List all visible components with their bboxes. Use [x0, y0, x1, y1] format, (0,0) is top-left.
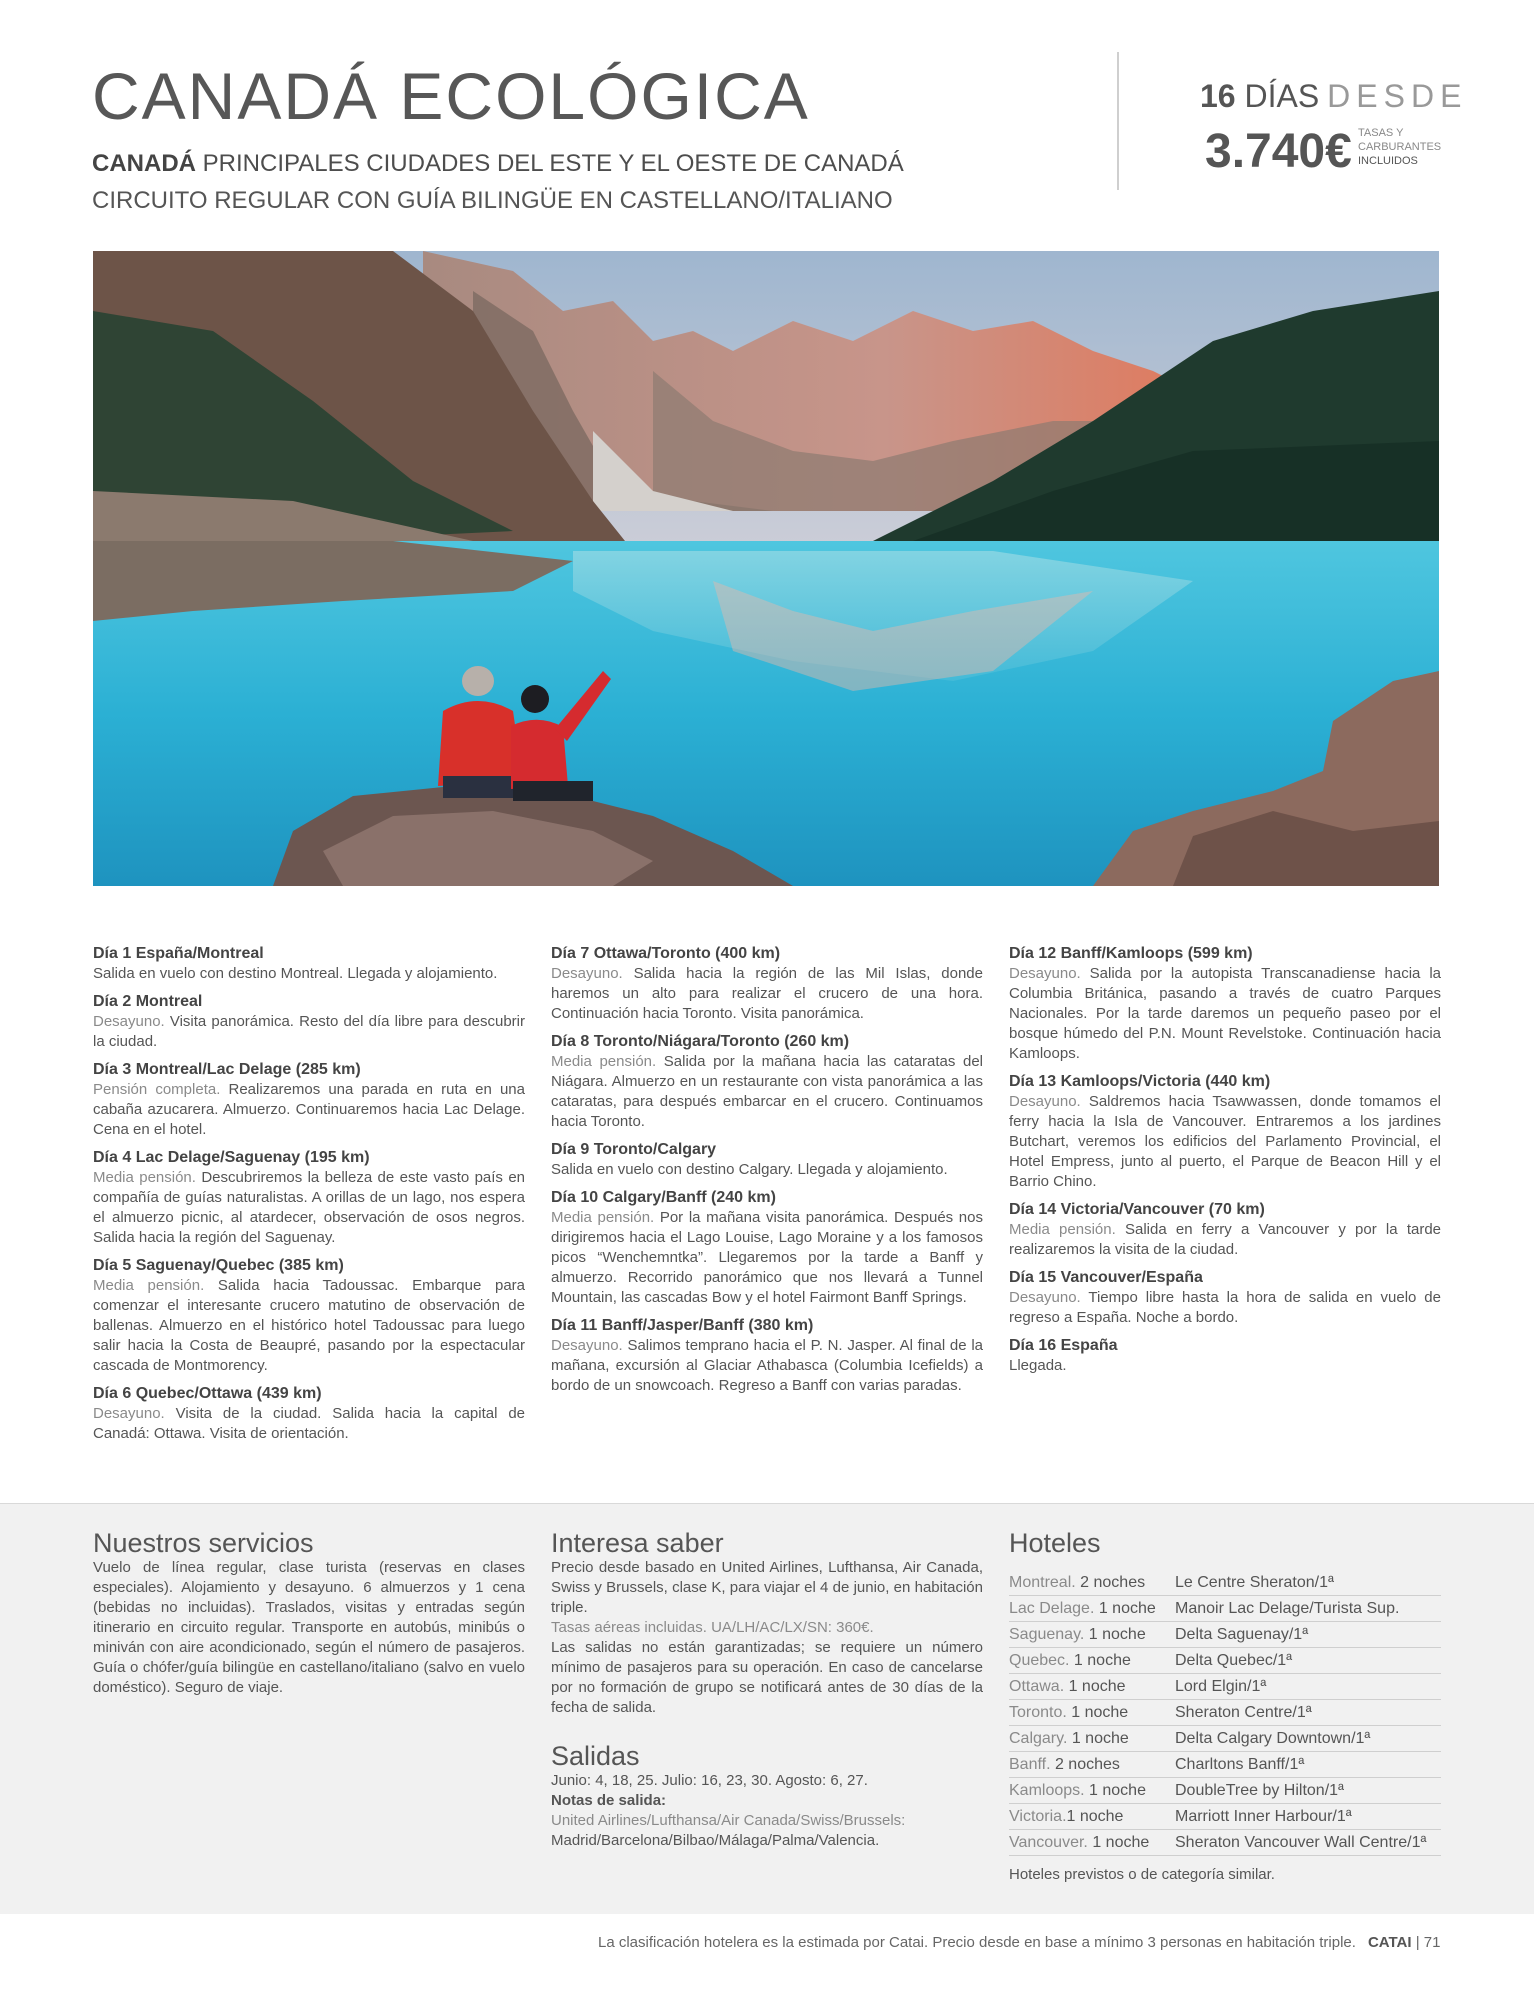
services-section — [93, 1528, 525, 1698]
meal-plan: Pensión completa. — [93, 1081, 221, 1098]
hotel-name: Delta Calgary Downtown/1ª — [1175, 1726, 1441, 1752]
hotel-city — [1009, 1778, 1175, 1804]
day-text: Salida por la autopista Transcanadiense hacia la Columbia Británica, pasando a través de cuatro Parques Nacionales. Por la tarde daremos un pequeño paseo por el bosque húmedo del P.N. Mount Revelstoke. Continuación hacia Kamloops. — [1009, 965, 1441, 1062]
day-description — [93, 1080, 525, 1140]
hotel-row — [1009, 1570, 1441, 1596]
day-description — [1009, 1356, 1441, 1376]
itinerary-day — [551, 1316, 983, 1396]
nights: 1 noche — [1067, 1730, 1129, 1747]
hotel-row — [1009, 1648, 1441, 1674]
nights: 2 noches — [1075, 1574, 1146, 1591]
hotels-table — [1009, 1570, 1441, 1856]
day-text: Salida en vuelo con destino Calgary. Llegada y alojamiento. — [551, 1161, 948, 1178]
day-text: Por la mañana visita panorámica. Después nos dirigiremos hacia el Lago Louise, Lago Moraine y a los famosos picos “Wenchemntka”. Llegaremos por la tarde a Banff y almuerzo. Recorrido panorámico que nos llevará a Tunnel Mountain, las cascadas Bow y el hotel Fairmont Banff Springs. — [551, 1209, 983, 1306]
day-description — [551, 964, 983, 1024]
hotel-name: Charltons Banff/1ª — [1175, 1752, 1441, 1778]
info-text: Precio desde basado en United Airlines, Lufthansa, Air Canada, Swiss y Brussels, clase K, para viajar el 4 de junio, en habitación triple. — [551, 1559, 983, 1616]
city-name: Kamloops. — [1009, 1782, 1085, 1799]
subtitle-circuit: CIRCUITO REGULAR CON GUÍA BILINGÜE EN CASTELLANO/ITALIANO — [92, 187, 893, 214]
hotel-city — [1009, 1674, 1175, 1700]
hotel-row — [1009, 1778, 1441, 1804]
itinerary-day — [93, 1256, 525, 1376]
hotel-city — [1009, 1700, 1175, 1726]
city-name: Banff. — [1009, 1756, 1051, 1773]
meal-plan: Desayuno. — [93, 1013, 165, 1030]
footer — [598, 1934, 1440, 1951]
hotel-name: Sheraton Vancouver Wall Centre/1ª — [1175, 1830, 1441, 1856]
day-description — [551, 1336, 983, 1396]
itinerary-day — [93, 992, 525, 1052]
info-text-2: Las salidas no están garantizadas; se requiere un número mínimo de pasajeros para su operación. En caso de cancelarse por no formación de grupo se notificará antes de 30 días de la fecha de salida. — [551, 1639, 983, 1716]
day-description — [1009, 1288, 1441, 1328]
info-title: Interesa saber — [551, 1528, 724, 1558]
day-description — [551, 1052, 983, 1132]
day-title: Día 3 Montreal/Lac Delage (285 km) — [93, 1061, 361, 1078]
day-text: Descubriremos la belleza de este vasto país en compañía de guías naturalistas. A orillas de un lago, nos espera el almuerzo picnic, al atardecer, observación de osos negros. Salida hacia la región del Saguenay. — [93, 1169, 525, 1246]
hotel-city — [1009, 1726, 1175, 1752]
header-divider — [1117, 52, 1119, 190]
hotel-city — [1009, 1804, 1175, 1830]
day-title: Día 2 Montreal — [93, 993, 203, 1010]
meal-plan: Media pensión. — [93, 1277, 205, 1294]
nights: 1 noche — [1084, 1782, 1146, 1799]
info-section — [551, 1528, 983, 1718]
day-title: Día 7 Ottawa/Toronto (400 km) — [551, 945, 781, 962]
day-title: Día 10 Calgary/Banff (240 km) — [551, 1189, 776, 1206]
desde-label: DESDE — [1327, 78, 1468, 114]
hotel-city — [1009, 1648, 1175, 1674]
day-title: Día 1 España/Montreal — [93, 945, 264, 962]
hotel-row — [1009, 1830, 1441, 1856]
itinerary-day — [93, 944, 525, 984]
day-title: Día 6 Quebec/Ottawa (439 km) — [93, 1385, 322, 1402]
hotel-city — [1009, 1622, 1175, 1648]
day-description — [93, 964, 525, 984]
hotel-row — [1009, 1804, 1441, 1830]
itinerary-day — [551, 1140, 983, 1180]
price: 3.740€ — [1205, 125, 1352, 178]
nights: 1 noche — [1066, 1704, 1129, 1721]
city-name: Vancouver. — [1009, 1834, 1088, 1851]
nights: 1 noche — [1087, 1834, 1150, 1851]
day-text: Salida en ferry a Vancouver y por la tarde realizaremos la visita de la ciudad. — [1009, 1221, 1442, 1258]
hotels-note: Hoteles previstos o de categoría similar. — [1009, 1866, 1275, 1883]
services-title: Nuestros servicios — [93, 1528, 314, 1558]
day-text: Salida por la mañana hacia las cataratas del Niágara. Almuerzo en un restaurante con vista panorámica a las cataratas, para después embarcar en el crucero. Continuamos hacia Toronto. — [551, 1053, 983, 1130]
hotel-name: Manoir Lac Delage/Turista Sup. — [1175, 1596, 1441, 1622]
city-name: Toronto. — [1009, 1704, 1067, 1721]
itinerary-day — [1009, 1072, 1441, 1192]
departures-dates: Junio: 4, 18, 25. Julio: 16, 23, 30. Agosto: 6, 27. — [551, 1772, 868, 1789]
itinerary-day — [551, 1032, 983, 1132]
hotels-section — [1009, 1528, 1441, 1883]
day-text: Realizaremos una parada en ruta en una cabaña azucarera. Almuerzo. Continuaremos hacia Lac Delage. Cena en el hotel. — [93, 1081, 525, 1138]
itinerary-day — [93, 1060, 525, 1140]
days-number: 16 — [1200, 78, 1236, 114]
info-taxes: Tasas aéreas incluidas. UA/LH/AC/LX/SN: 360€. — [551, 1619, 874, 1636]
day-description — [93, 1012, 525, 1052]
departures-cities: Madrid/Barcelona/Bilbao/Málaga/Palma/Valencia. — [551, 1832, 880, 1849]
page-number: | 71 — [1415, 1934, 1441, 1951]
departures-notes-title: Notas de salida: — [551, 1792, 667, 1809]
city-name: Saguenay. — [1009, 1626, 1085, 1643]
day-description — [551, 1160, 983, 1180]
hero-image-moraine-lake — [93, 251, 1439, 886]
hotel-row — [1009, 1700, 1441, 1726]
meal-plan: Media pensión. — [1009, 1221, 1116, 1238]
hotel-name: Le Centre Sheraton/1ª — [1175, 1570, 1441, 1596]
days-label — [1200, 78, 1467, 115]
day-description — [1009, 1092, 1441, 1192]
footer-brand: CATAI — [1367, 1934, 1412, 1951]
days-word: DÍAS — [1235, 78, 1320, 114]
hotel-name: Sheraton Centre/1ª — [1175, 1700, 1441, 1726]
subtitle-text: PRINCIPALES CIUDADES DEL ESTE Y EL OESTE DE CANADÁ — [196, 150, 904, 177]
nights: 1 noche — [1066, 1808, 1124, 1825]
nights: 1 noche — [1094, 1600, 1156, 1617]
services-text: Vuelo de línea regular, clase turista (reservas en clases especiales). Alojamiento y desayuno. 6 almuerzos y 1 cena (bebidas no incluidas). Traslados, visitas y entradas según itinerario en circuito regular. Transporte en autobús, minibús o miniván con aire acondicionado, según el número de pasajeros. Guía o chófer/guía bilingüe en castellano/italiano (salvo en vuelo doméstico). Seguro de viaje. — [93, 1559, 525, 1696]
price-note — [1358, 126, 1458, 168]
subtitle-country: CANADÁ — [92, 150, 196, 177]
hotel-city — [1009, 1570, 1175, 1596]
city-name: Ottawa. — [1009, 1678, 1065, 1695]
day-title: Día 11 Banff/Jasper/Banff (380 km) — [551, 1317, 814, 1334]
price-note-line: INCLUIDOS — [1358, 155, 1418, 167]
day-text: Saldremos hacia Tsawwassen, donde tomamos el ferry hacia la Isla de Vancouver. Entraremos a los jardines Butchart, veremos los edificios del Parlamento Provincial, el Hotel Empress, junto al puerto, el Parque de Beacon Hill y el Barrio Chino. — [1009, 1093, 1441, 1190]
meal-plan: Desayuno. — [551, 965, 623, 982]
meal-plan: Media pensión. — [551, 1209, 655, 1226]
day-description — [93, 1168, 525, 1248]
city-name: Victoria. — [1009, 1808, 1067, 1825]
day-text: Llegada. — [1009, 1357, 1067, 1374]
hotel-name: Lord Elgin/1ª — [1175, 1674, 1441, 1700]
itinerary-day — [93, 1148, 525, 1248]
itinerary-day — [1009, 944, 1441, 1064]
itinerary-day — [551, 1188, 983, 1308]
price-note-line: CARBURANTES — [1358, 141, 1442, 153]
meal-plan: Desayuno. — [1009, 1289, 1081, 1306]
day-text: Salida en vuelo con destino Montreal. Llegada y alojamiento. — [93, 965, 498, 982]
itinerary-column-2 — [551, 944, 983, 1404]
meal-plan: Desayuno. — [551, 1337, 623, 1354]
day-text: Visita de la ciudad. Salida hacia la capital de Canadá: Ottawa. Visita de orientación. — [93, 1405, 525, 1442]
day-title: Día 9 Toronto/Calgary — [551, 1141, 717, 1158]
departures-airlines: United Airlines/Lufthansa/Air Canada/Swiss/Brussels: — [551, 1812, 906, 1829]
meal-plan: Media pensión. — [93, 1169, 196, 1186]
day-title: Día 14 Victoria/Vancouver (70 km) — [1009, 1201, 1265, 1218]
day-description — [1009, 964, 1441, 1064]
day-text: Tiempo libre hasta la hora de salida en vuelo de regreso a España. Noche a bordo. — [1009, 1289, 1441, 1326]
meal-plan: Media pensión. — [551, 1053, 657, 1070]
nights: 1 noche — [1084, 1626, 1146, 1643]
city-name: Montreal. — [1009, 1574, 1076, 1591]
day-text: Salida hacia la región de las Mil Islas, donde haremos un alto para realizar el crucero de una hora. Continuación hacia Toronto. Visita panorámica. — [551, 965, 983, 1022]
day-description — [1009, 1220, 1441, 1260]
day-title: Día 12 Banff/Kamloops (599 km) — [1009, 945, 1253, 962]
city-name: Calgary. — [1009, 1730, 1068, 1747]
day-title: Día 15 Vancouver/España — [1009, 1269, 1203, 1286]
itinerary-day — [551, 944, 983, 1024]
departures-title: Salidas — [551, 1741, 640, 1771]
itinerary-column-1 — [93, 944, 525, 1452]
day-title: Día 8 Toronto/Niágara/Toronto (260 km) — [551, 1033, 850, 1050]
itinerary-day — [1009, 1336, 1441, 1376]
nights: 2 noches — [1050, 1756, 1120, 1773]
hotel-city — [1009, 1830, 1175, 1856]
hotel-row — [1009, 1596, 1441, 1622]
hotel-row — [1009, 1726, 1441, 1752]
hotel-name: DoubleTree by Hilton/1ª — [1175, 1778, 1441, 1804]
page-title: CANADÁ ECOLÓGICA — [92, 59, 810, 133]
day-title: Día 5 Saguenay/Quebec (385 km) — [93, 1257, 344, 1274]
day-title: Día 13 Kamloops/Victoria (440 km) — [1009, 1073, 1271, 1090]
itinerary-column-3 — [1009, 944, 1441, 1384]
departures-section — [551, 1741, 983, 1851]
day-text: Salida hacia Tadoussac. Embarque para comenzar el interesante crucero matutino de observación de ballenas. Almuerzo en el histórico hotel Tadoussac para luego salir hacia la Costa de Beaupré, pasando por la espectacular cascada de Montmorency. — [93, 1277, 526, 1374]
meal-plan: Desayuno. — [1009, 965, 1081, 982]
price-note-line: TASAS Y — [1358, 127, 1404, 139]
hotel-name: Delta Saguenay/1ª — [1175, 1622, 1441, 1648]
hotel-city — [1009, 1596, 1175, 1622]
hotel-name: Delta Quebec/1ª — [1175, 1648, 1441, 1674]
subtitle — [92, 150, 904, 178]
footer-text: La clasificación hotelera es la estimada por Catai. Precio desde en base a mínimo 3 personas en habitación triple. — [598, 1934, 1356, 1951]
city-name: Lac Delage. — [1009, 1600, 1095, 1617]
day-title: Día 4 Lac Delage/Saguenay (195 km) — [93, 1149, 370, 1166]
hotel-row — [1009, 1674, 1441, 1700]
hotel-city — [1009, 1752, 1175, 1778]
day-text: Visita panorámica. Resto del día libre para descubrir la ciudad. — [93, 1013, 525, 1050]
hotel-row — [1009, 1752, 1441, 1778]
itinerary-day — [93, 1384, 525, 1444]
day-description — [93, 1276, 525, 1376]
day-title: Día 16 España — [1009, 1337, 1118, 1354]
nights: 1 noche — [1069, 1652, 1131, 1669]
hotel-row — [1009, 1622, 1441, 1648]
city-name: Quebec. — [1009, 1652, 1070, 1669]
meal-plan: Desayuno. — [1009, 1093, 1081, 1110]
meal-plan: Desayuno. — [93, 1405, 165, 1422]
itinerary-day — [1009, 1268, 1441, 1328]
day-description — [551, 1208, 983, 1308]
hotel-name: Marriott Inner Harbour/1ª — [1175, 1804, 1441, 1830]
nights: 1 noche — [1064, 1678, 1126, 1695]
itinerary-day — [1009, 1200, 1441, 1260]
hotels-title: Hoteles — [1009, 1528, 1101, 1558]
day-description — [93, 1404, 525, 1444]
day-text: Salimos temprano hacia el P. N. Jasper. Al final de la mañana, excursión al Glaciar Athabasca (Columbia Icefields) a bordo de un snowcoach. Regreso a Banff con varias paradas. — [551, 1337, 983, 1394]
